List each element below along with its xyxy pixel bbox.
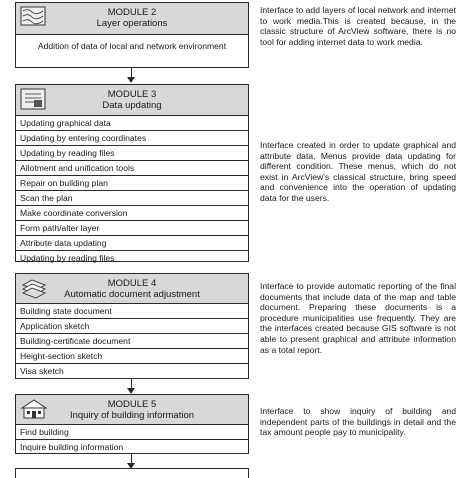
module-4-box bbox=[15, 273, 249, 379]
building-icon bbox=[20, 398, 48, 425]
module-5-item: Find building bbox=[16, 425, 248, 440]
module-3-item: Form path/alter layer bbox=[16, 221, 248, 236]
module-3-item: Scan the plan bbox=[16, 191, 248, 206]
module-4-description: Interface to provide automatic reporting of the final documents that include data of the map and table document. Preparing these documents is a procedure municipalities use frequently. They are the interfaces created because GIS software is not able to present graphical and attribute information as a total report. bbox=[260, 281, 456, 355]
module-3-description: Interface created in order to update graphical and attribute data. Menus provide data updating for different condition. These menus, which do not exist in ArcView's classical structure, bring speed and convenience into the operation of updating data for the users. bbox=[260, 140, 456, 203]
module-2-title: MODULE 2 bbox=[107, 7, 157, 18]
module-4-subtitle: Automatic document adjustment bbox=[64, 289, 200, 300]
module-3-item: Allotment and unification tools bbox=[16, 161, 248, 176]
module-4-item: Building state document bbox=[16, 304, 248, 319]
module-2-subtitle: Layer operations bbox=[96, 18, 168, 29]
module-3-item: Attribute data updating bbox=[16, 236, 248, 251]
module-2-description: Interface to add layers of local network and internet to work media.This is created because, in the classic structure of ArcView software, there is no tool for adding internet data to work media. bbox=[260, 5, 456, 47]
module-5-header bbox=[16, 395, 248, 425]
module-2-box bbox=[15, 2, 249, 68]
module-5-item: Inquire building information bbox=[20, 442, 124, 452]
module-4-item: Application sketch bbox=[16, 319, 248, 334]
module-5-description: Interface to show inquiry of building and independent parts of the buildings in detail and the tax amount people pay to municipality. bbox=[260, 406, 456, 438]
module-3-item: Updating by reading files bbox=[20, 253, 115, 263]
module-5-box bbox=[15, 394, 249, 454]
module-3-header bbox=[16, 85, 248, 116]
module-3-item: Make coordinate conversion bbox=[16, 206, 248, 221]
arrow-head bbox=[127, 77, 135, 83]
module-4-header bbox=[16, 274, 248, 304]
map-layers-icon bbox=[20, 6, 46, 31]
module-3-item: Repair on building plan bbox=[16, 176, 248, 191]
module-5-title: MODULE 5 bbox=[107, 399, 157, 410]
documents-icon bbox=[20, 277, 48, 304]
data-update-icon bbox=[20, 88, 46, 115]
module-3-item: Updating by reading files bbox=[16, 146, 248, 161]
module-4-item: Visa sketch bbox=[20, 366, 64, 376]
module-3-subtitle: Data updating bbox=[102, 100, 162, 111]
module-4-title: MODULE 4 bbox=[107, 278, 157, 289]
module-2-header bbox=[16, 3, 248, 35]
module-2-item: Addition of data of local and network environment bbox=[37, 41, 227, 51]
module-3-box bbox=[15, 84, 249, 262]
module-3-item: Updating by entering coordinates bbox=[16, 131, 248, 146]
module-4-item: Building-certificate document bbox=[16, 334, 248, 349]
module-3-item: Updating graphical data bbox=[16, 116, 248, 131]
module-3-title: MODULE 3 bbox=[107, 89, 157, 100]
next-module-box bbox=[15, 468, 249, 478]
module-4-item: Height-section sketch bbox=[16, 349, 248, 364]
module-5-subtitle: Inquiry of building information bbox=[69, 410, 195, 421]
